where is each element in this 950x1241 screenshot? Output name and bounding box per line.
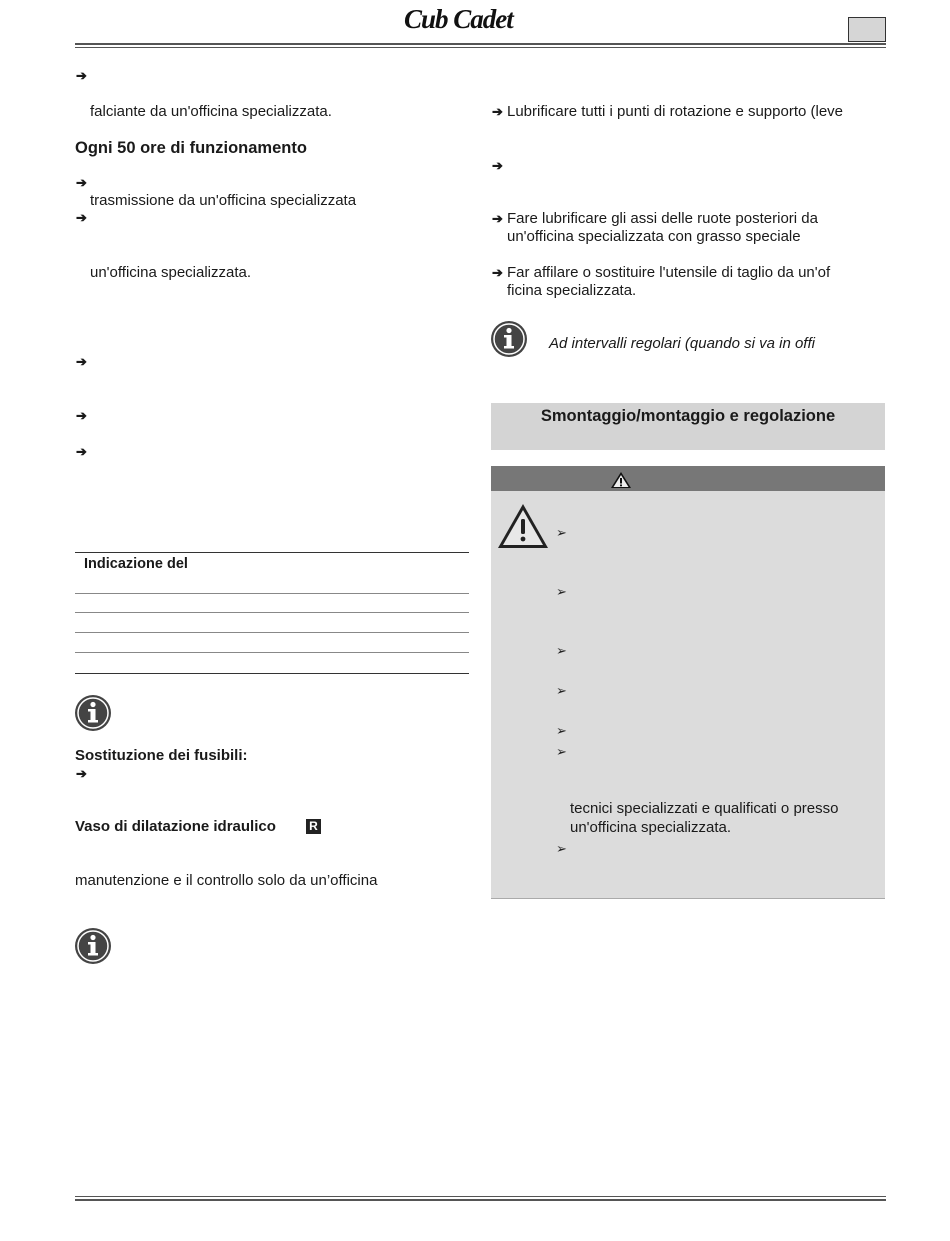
table-bottom-rule (75, 673, 469, 674)
info-icon (74, 694, 112, 732)
left-item2-text: trasmissione da un'officina specializzata (90, 192, 357, 209)
blade-line2: ficina specializzata. (507, 282, 637, 299)
model-badge-r: R (306, 819, 321, 834)
left-item1-text: falciante da un'officina specializzata. (90, 103, 332, 120)
rear-axle-line2: un'officina specializzata con grasso speciale (507, 228, 801, 245)
bullet-arrow-icon: ➔ (76, 444, 87, 459)
brand-logo (404, 4, 579, 34)
chevron-bullet-icon: ➢ (556, 723, 567, 738)
table-header-cell: Indicazione del (84, 556, 188, 572)
bullet-arrow-icon: ➔ (76, 354, 87, 369)
rear-axle-line1: Fare lubrificare gli assi delle ruote posteriori da (507, 210, 818, 227)
bullet-arrow-icon: ➔ (76, 766, 87, 781)
heading-50-hours: Ogni 50 ore di funzionamento (75, 139, 307, 157)
chevron-bullet-icon: ➢ (556, 744, 567, 759)
table-row-rule (75, 652, 469, 653)
page-number-box (848, 17, 886, 42)
section-title: Smontaggio/montaggio e regolazione (540, 407, 836, 425)
header-rule-thin (75, 47, 886, 48)
footer-rule-thin (75, 1196, 886, 1197)
bullet-arrow-icon: ➔ (492, 211, 503, 226)
vessel-heading: Vaso di dilatazione idraulico (75, 818, 276, 835)
warning-line2: un'officina specializzata. (570, 819, 732, 836)
bullet-arrow-icon: ➔ (76, 68, 87, 83)
chevron-bullet-icon: ➢ (556, 584, 567, 599)
brand-logo-text: Cub Cadet (404, 4, 513, 34)
info-icon (74, 927, 112, 965)
chevron-bullet-icon: ➢ (556, 525, 567, 540)
info-note-text: Ad intervalli regolari (quando si va in offi (549, 335, 815, 352)
bullet-arrow-icon: ➔ (76, 210, 87, 225)
footer-rule (75, 1199, 886, 1201)
chevron-bullet-icon: ➢ (556, 683, 567, 698)
bullet-arrow-icon: ➔ (76, 175, 87, 190)
warning-small-icon (610, 471, 632, 489)
warning-box-header (491, 466, 885, 491)
chevron-bullet-icon: ➢ (556, 643, 567, 658)
warning-triangle-icon (496, 502, 550, 550)
warning-line1: tecnici specializzati e qualificati o presso (570, 800, 839, 817)
table-row-rule (75, 612, 469, 613)
header-rule (75, 43, 886, 45)
table-row-rule (75, 593, 469, 594)
info-icon (490, 320, 528, 358)
vessel-text: manutenzione e il controllo solo da un’officina (75, 872, 378, 889)
table-row-rule (75, 632, 469, 633)
bullet-arrow-icon: ➔ (492, 265, 503, 280)
lube-pivots-text: Lubrificare tutti i punti di rotazione e supporto (leve (507, 103, 844, 120)
chevron-bullet-icon: ➢ (556, 841, 567, 856)
left-item3-text: un'officina specializzata. (90, 264, 252, 281)
blade-line1: Far affilare o sostituire l'utensile di taglio da un'of (507, 264, 831, 281)
bullet-arrow-icon: ➔ (492, 104, 503, 119)
bullet-arrow-icon: ➔ (76, 408, 87, 423)
fuses-heading: Sostituzione dei fusibili: (75, 747, 248, 764)
table-top-rule (75, 552, 469, 553)
bullet-arrow-icon: ➔ (492, 158, 503, 173)
